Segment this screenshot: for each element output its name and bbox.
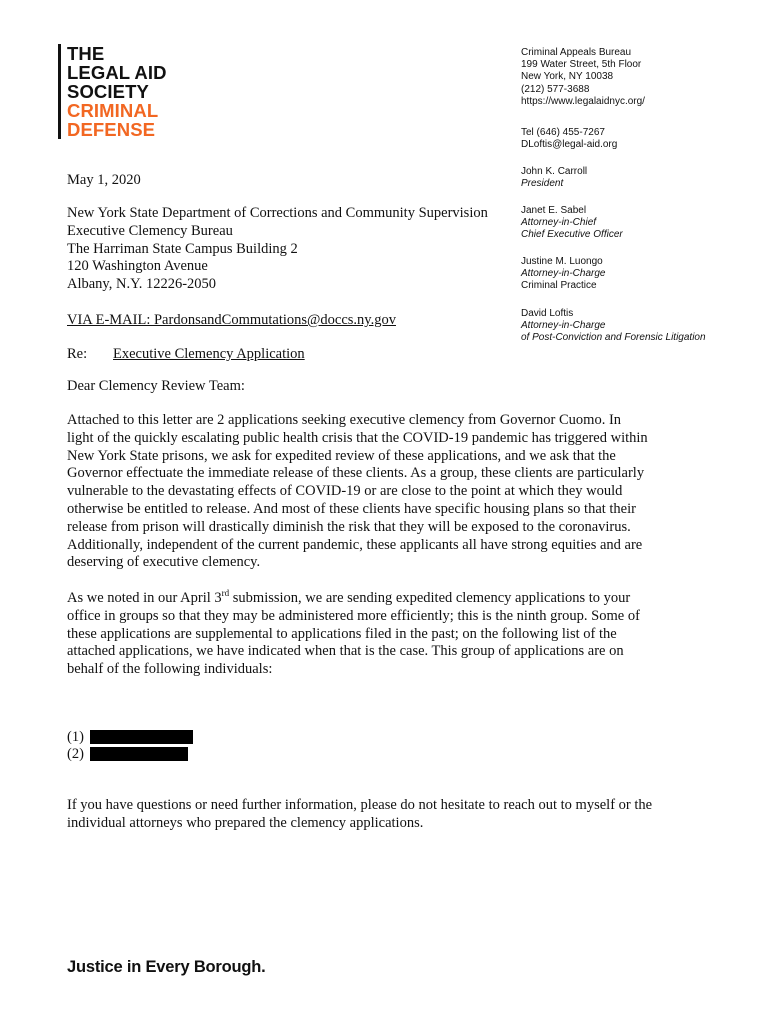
legal-aid-logo [58, 44, 167, 139]
re-label: Re: [67, 346, 88, 362]
redacted-name-bar [90, 747, 188, 761]
recipient-address [67, 205, 488, 294]
person-name: Janet E. Sabel [521, 205, 587, 216]
paragraph-line: behalf of the following individuals: [67, 661, 273, 678]
address-line: https://www.legalaidnyc.org/ [521, 95, 645, 107]
person-title: President [521, 178, 564, 190]
paragraph-line: light of the quickly escalating public health crisis that the COVID-19 pandemic has triggered within [67, 429, 648, 446]
person-name: David Loftis [521, 308, 574, 319]
list-item-marker: (1) [67, 729, 84, 745]
recipient-line: 120 Washington Avenue [67, 258, 208, 275]
address-line: New York, NY 10038 [521, 71, 614, 83]
salutation: Dear Clemency Review Team: [67, 378, 245, 394]
person-name: John K. Carroll [521, 166, 588, 177]
recipient-line: Albany, N.Y. 12226-2050 [67, 276, 217, 293]
person-department: Criminal Practice [521, 280, 597, 292]
ordinal-suffix: rd [221, 588, 230, 599]
paragraph-text: submission, we are sending expedited clemency applications to your [229, 590, 631, 606]
logo-line: DEFENSE [67, 119, 156, 140]
paragraph-line: If you have questions or need further information, please do not hesitate to reach out to myself or the [67, 797, 653, 813]
contact-email: DLoftis@legal-aid.org [521, 139, 618, 151]
sidebar-address [521, 47, 645, 108]
logo-line: CRIMINAL [67, 100, 159, 121]
paragraph-line: otherwise be entitled to release. And most of these clients have specific housing plans so that their [67, 500, 636, 517]
sidebar-person [521, 166, 587, 190]
sidebar-person [521, 308, 706, 345]
sidebar-person [521, 205, 623, 242]
address-line: (212) 577-3688 [521, 83, 590, 95]
paragraph-line: vulnerable to the devastating effects of COVID-19 or are close to the point at which they would [67, 483, 623, 500]
paragraph-line: attached applications, we have indicated when that is the case. This group of applications are on [67, 643, 624, 660]
person-title: Chief Executive Officer [521, 229, 623, 241]
paragraph-line: Governor effectuate the immediate release of these clients. As a group, these clients are particularly [67, 465, 645, 482]
logo-line: THE [67, 43, 105, 64]
paragraph-line: New York State prisons, we ask for expedited review of these applications, and we ask that the [67, 447, 616, 464]
logo-line: LEGAL AID [67, 62, 167, 83]
contact-phone: Tel (646) 455-7267 [521, 127, 605, 138]
sidebar-contact [521, 127, 617, 151]
address-line: Criminal Appeals Bureau [521, 47, 632, 58]
redacted-name-bar [90, 730, 193, 744]
paragraph-line: office in groups so that they may be administered more efficiently; this is the ninth group. Some of [67, 607, 640, 624]
list-item-marker: (2) [67, 746, 84, 762]
recipient-line: Executive Clemency Bureau [67, 222, 233, 239]
footer-tagline: Justice in Every Borough. [67, 958, 266, 976]
person-title: Attorney-in-Chief [521, 217, 597, 229]
person-title: of Post-Conviction and Forensic Litigation [521, 332, 706, 344]
logo-line: SOCIETY [67, 81, 149, 102]
paragraph-line: individual attorneys who prepared the clemency applications. [67, 814, 424, 831]
recipient-line: The Harriman State Campus Building 2 [67, 240, 298, 257]
recipient-line: New York State Department of Corrections and Community Supervision [67, 205, 488, 221]
paragraph-line: release from prison will drastically diminish the risk that they will be exposed to the coronavirus. [67, 518, 631, 535]
letter-date: May 1, 2020 [67, 172, 141, 188]
paragraph-line: Additionally, independent of the current pandemic, these applicants all have strong equities and are [67, 536, 643, 553]
re-subject: Executive Clemency Application [113, 346, 305, 362]
closing-paragraph [67, 797, 652, 833]
paragraph-line: deserving of executive clemency. [67, 554, 261, 571]
paragraph-line: Attached to this letter are 2 applications seeking executive clemency from Governor Cuomo. In [67, 412, 622, 428]
body-paragraph-1 [67, 412, 648, 572]
body-paragraph-2 [67, 590, 640, 679]
person-name: Justine M. Luongo [521, 256, 603, 267]
re-line [67, 346, 305, 363]
paragraph-line: these applications are supplemental to applications filed in the past; on the following list of the [67, 625, 617, 642]
address-line: 199 Water Street, 5th Floor [521, 59, 642, 71]
paragraph-text: As we noted in our April 3 [67, 590, 222, 606]
paragraph-line [67, 590, 640, 608]
via-email-line: VIA E-MAIL: PardonsandCommutations@doccs.ny.gov [67, 312, 396, 328]
person-title: Attorney-in-Charge [521, 320, 606, 332]
person-title: Attorney-in-Charge [521, 268, 606, 280]
sidebar-person [521, 256, 605, 293]
